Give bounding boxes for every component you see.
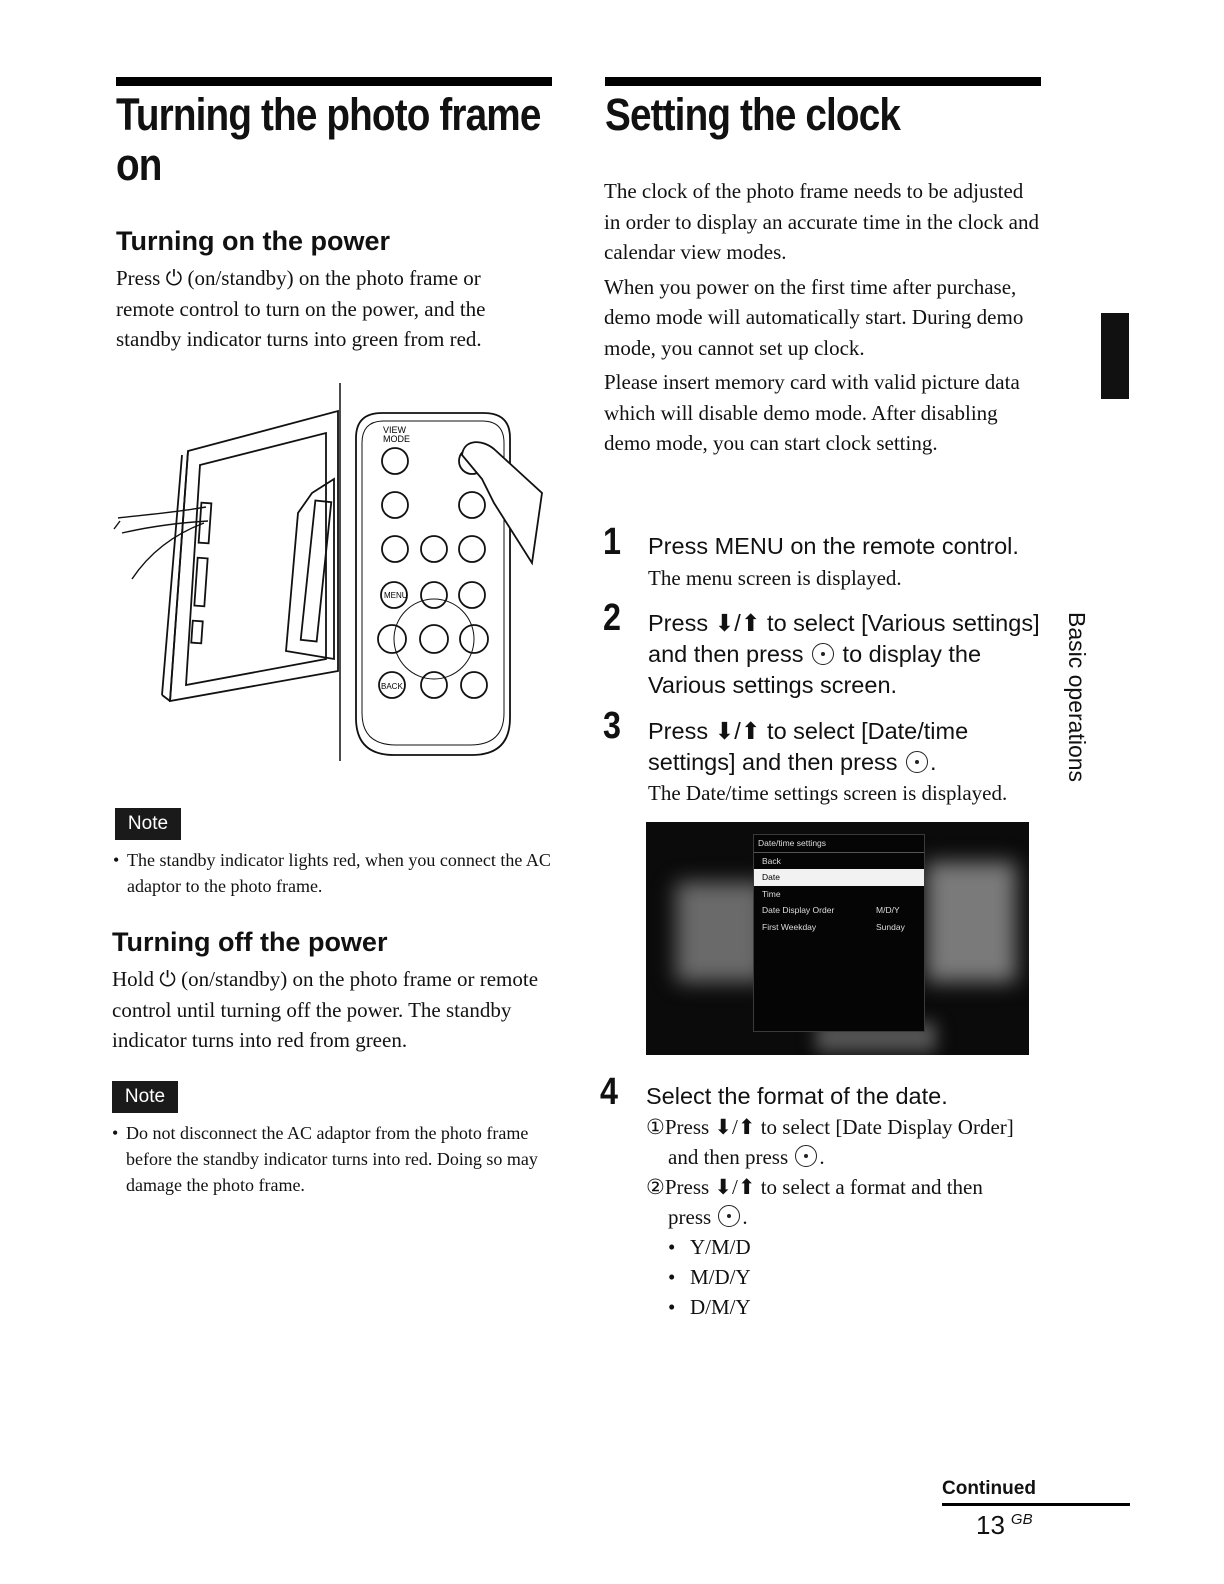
menu-row-back: Back: [762, 855, 781, 866]
page-title-left: Turning the photo frame: [116, 89, 541, 140]
step-4-text: Select the format of the date.: [646, 1083, 948, 1109]
power-off-text: Hold ⏻ (on/standby) on the photo frame or remote control until turning off the power. The standby indicator turns into red from green.: [112, 967, 539, 1052]
screen-bg-blur: [926, 862, 1016, 982]
list-item: • M/D/Y: [668, 1262, 1046, 1292]
heading-turning-off: Turning off the power: [112, 927, 388, 957]
power-on-text: Press ⏻ (on/standby) on the photo frame or remote control to turn on the power, and the standby indicator turns into green from red.: [116, 266, 486, 351]
step-number: 2: [603, 597, 621, 639]
intro-paragraph: The clock of the photo frame needs to be adjusted in order to display an accurate time in the clock and calendar view modes.: [604, 179, 1040, 264]
step-2-text: Press ⬇/⬆ to select [Various settings] and then press to display the Various settings screen.: [648, 610, 1040, 698]
page-title-left-line2: on: [116, 139, 162, 190]
footer-rule: [942, 1503, 1130, 1506]
continued-label: Continued: [942, 1478, 1036, 1499]
step-4-sub: ①Press ⬇/⬆ to select [Date Display Order] and then press . ②Press ⬇/⬆ to select a format and then press . • Y/M/D • M/D/Y • D/M/Y: [646, 1112, 1046, 1322]
note-badge-1: Note: [115, 808, 181, 840]
step-number: 4: [600, 1071, 618, 1113]
menu-title: Date/time settings: [754, 835, 924, 853]
date-time-settings-screenshot: [646, 822, 1029, 1055]
enter-button-icon: [718, 1205, 740, 1227]
list-item: • Y/M/D: [668, 1232, 1046, 1262]
remote-photo-frame-illustration: [112, 383, 552, 768]
svg-text:MODE: MODE: [383, 434, 410, 444]
page-title-right: Setting the clock: [605, 89, 901, 140]
step-number: 3: [603, 705, 621, 747]
note-text-2: • Do not disconnect the AC adaptor from the photo frame before the standby indicator turns into red. Doing so may damage the photo frame.: [112, 1120, 542, 1198]
step-number: 1: [603, 521, 621, 563]
intro-text: [604, 176, 1044, 463]
step-1-text: Press MENU on the remote control.: [648, 533, 1019, 559]
list-item: • D/M/Y: [668, 1292, 1046, 1322]
remote-label-view-mode: VIEW: [383, 425, 407, 435]
enter-button-icon: [906, 751, 928, 773]
finger-drawing-right: [462, 442, 542, 563]
title-rule-left: [116, 77, 552, 86]
menu-row-first-weekday: First Weekday Sunday: [762, 921, 905, 932]
remote-label-menu: MENU: [384, 591, 408, 600]
step-3-text: Press ⬇/⬆ to select [Date/time settings] and then press .: [648, 718, 969, 775]
step-3-sub: The Date/time settings screen is displayed.: [648, 781, 1008, 805]
photo-frame-drawing: [162, 411, 338, 701]
menu-row-date-display-order: Date Display Order M/D/Y: [762, 905, 900, 916]
section-tab-marker: [1101, 313, 1129, 399]
heading-turning-on: Turning on the power: [116, 226, 390, 256]
remote-label-back: BACK: [381, 682, 403, 691]
page-number: 13 $^{GB}$: [976, 1510, 1033, 1540]
section-side-label: Basic operations: [1064, 612, 1090, 783]
enter-button-icon: [795, 1145, 817, 1167]
menu-row-date: Date: [754, 869, 924, 886]
intro-paragraph: When you power on the first time after purchase, demo mode will automatically start. During demo mode, you cannot set up clock.: [604, 274, 1024, 360]
note-badge-2: Note: [112, 1081, 178, 1113]
menu-row-time: Time: [762, 888, 781, 899]
date-format-list: [646, 1232, 1046, 1322]
title-rule-right: [605, 77, 1041, 86]
enter-button-icon: [812, 643, 834, 665]
intro-paragraph: Please insert memory card with valid picture data which will disable demo mode. After disabling demo mode, you can start clock setting.: [604, 370, 1020, 455]
step-1-sub: The menu screen is displayed.: [648, 566, 902, 590]
settings-menu: [753, 834, 925, 1032]
note-text-1: • The standby indicator lights red, when you connect the AC adaptor to the photo frame.: [113, 847, 553, 899]
